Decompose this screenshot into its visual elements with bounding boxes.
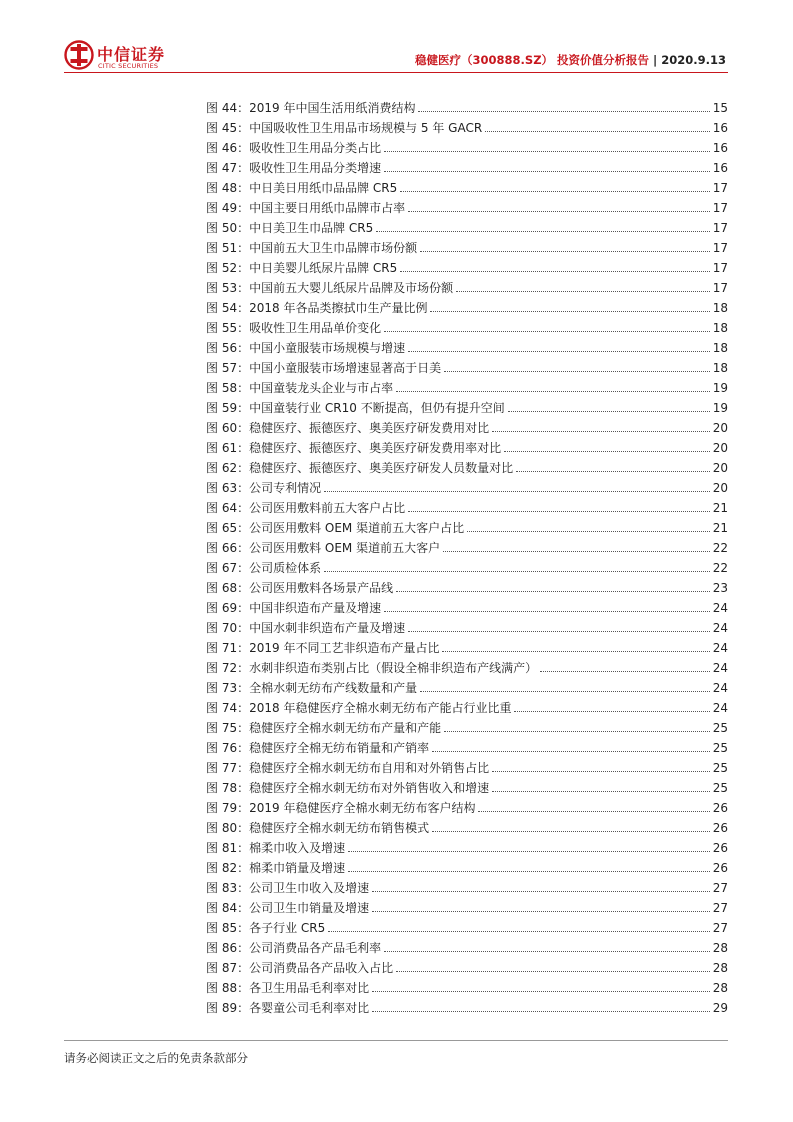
toc-entry-label: 图 56：中国小童服装市场规模与增速 (206, 341, 406, 355)
toc-entry[interactable] (206, 95, 728, 115)
toc-entry-label: 图 84：公司卫生巾销量及增速 (206, 901, 370, 915)
toc-entry-page: 16 (712, 141, 728, 155)
toc-entry-label: 图 55：吸收性卫生用品单价变化 (206, 321, 382, 335)
toc-entry[interactable] (206, 275, 728, 295)
toc-entry-label: 图 77：稳健医疗全棉水刺无纺布自用和对外销售占比 (206, 761, 490, 775)
toc-entry-page: 26 (712, 841, 728, 855)
toc-entry-label: 图 80：稳健医疗全棉水刺无纺布销售模式 (206, 821, 430, 835)
toc-entry-label: 图 48：中日美日用纸巾品品牌 CR5 (206, 181, 398, 195)
toc-entry-label: 图 89：各婴童公司毛利率对比 (206, 1001, 370, 1015)
toc-entry-label: 图 72：水刺非织造布类别占比（假设全棉非织造布产线满产） (206, 661, 538, 675)
toc-entry-label: 图 50：中日美卫生巾品牌 CR5 (206, 221, 374, 235)
toc-entry[interactable] (206, 775, 728, 795)
toc-dot-leader (492, 791, 710, 792)
toc-entry[interactable] (206, 875, 728, 895)
toc-dot-leader (443, 551, 710, 552)
toc-dot-leader (467, 531, 710, 532)
toc-entry[interactable] (206, 695, 728, 715)
citic-logo-icon (64, 40, 94, 70)
toc-entry-page: 19 (712, 381, 728, 395)
report-date: 2020.9.13 (661, 53, 726, 67)
toc-dot-leader (516, 471, 710, 472)
toc-entry[interactable] (206, 915, 728, 935)
toc-entry-page: 28 (712, 961, 728, 975)
toc-dot-leader (492, 771, 710, 772)
toc-dot-leader (485, 131, 710, 132)
toc-entry-label: 图 62：稳健医疗、振德医疗、奥美医疗研发人员数量对比 (206, 461, 514, 475)
toc-entry-page: 17 (712, 241, 728, 255)
toc-entry[interactable] (206, 735, 728, 755)
toc-entry-page: 23 (712, 581, 728, 595)
figure-list (206, 95, 728, 1015)
page-header (0, 0, 793, 80)
toc-dot-leader (372, 891, 710, 892)
toc-entry[interactable] (206, 215, 728, 235)
toc-entry-label: 图 82：棉柔巾销量及增速 (206, 861, 346, 875)
report-info (415, 52, 726, 68)
toc-dot-leader (408, 211, 710, 212)
disclaimer-notice: 请务必阅读正文之后的免责条款部分 (64, 1051, 248, 1065)
toc-entry[interactable] (206, 515, 728, 535)
toc-entry[interactable] (206, 795, 728, 815)
toc-entry-page: 16 (712, 121, 728, 135)
toc-dot-leader (372, 1011, 710, 1012)
toc-dot-leader (376, 231, 709, 232)
toc-dot-leader (420, 691, 710, 692)
toc-entry-label: 图 53：中国前五大婴儿纸尿片品牌及市场份额 (206, 281, 454, 295)
toc-dot-leader (432, 831, 710, 832)
toc-entry[interactable] (206, 835, 728, 855)
toc-entry-label: 图 45：中国吸收性卫生用品市场规模与 5 年 GACR (206, 121, 483, 135)
toc-entry-page: 24 (712, 661, 728, 675)
toc-dot-leader (396, 971, 710, 972)
toc-entry-page: 28 (712, 941, 728, 955)
toc-entry-label: 图 66：公司医用敷料 OEM 渠道前五大客户 (206, 541, 441, 555)
toc-dot-leader (400, 271, 709, 272)
toc-entry[interactable] (206, 615, 728, 635)
toc-dot-leader (540, 671, 710, 672)
toc-entry-page: 21 (712, 521, 728, 535)
toc-dot-leader (514, 711, 709, 712)
toc-entry-page: 21 (712, 501, 728, 515)
toc-entry[interactable] (206, 235, 728, 255)
toc-entry-page: 20 (712, 421, 728, 435)
toc-dot-leader (408, 351, 710, 352)
toc-entry[interactable] (206, 855, 728, 875)
header-divider (64, 72, 728, 73)
toc-entry[interactable] (206, 575, 728, 595)
toc-entry[interactable] (206, 295, 728, 315)
toc-entry-page: 15 (712, 101, 728, 115)
toc-dot-leader (420, 251, 710, 252)
toc-dot-leader (504, 451, 710, 452)
toc-entry-label: 图 52：中日美婴儿纸尿片品牌 CR5 (206, 261, 398, 275)
toc-entry[interactable] (206, 335, 728, 355)
toc-dot-leader (396, 391, 710, 392)
toc-dot-leader (372, 911, 710, 912)
toc-dot-leader (508, 411, 710, 412)
toc-entry-label: 图 49：中国主要日用纸巾品牌市占率 (206, 201, 406, 215)
toc-entry-label: 图 83：公司卫生巾收入及增速 (206, 881, 370, 895)
toc-dot-leader (396, 591, 710, 592)
toc-entry-page: 25 (712, 781, 728, 795)
toc-entry[interactable] (206, 355, 728, 375)
toc-entry-page: 24 (712, 601, 728, 615)
toc-entry[interactable] (206, 595, 728, 615)
toc-entry[interactable] (206, 755, 728, 775)
toc-entry-page: 20 (712, 481, 728, 495)
toc-dot-leader (478, 811, 709, 812)
toc-entry-page: 25 (712, 761, 728, 775)
toc-entry-page: 17 (712, 281, 728, 295)
toc-dot-leader (444, 731, 710, 732)
toc-dot-leader (328, 931, 709, 932)
toc-entry-page: 18 (712, 321, 728, 335)
toc-dot-leader (400, 191, 709, 192)
toc-entry-label: 图 79：2019 年稳健医疗全棉水刺无纺布客户结构 (206, 801, 476, 815)
toc-entry[interactable] (206, 815, 728, 835)
toc-entry[interactable] (206, 155, 728, 175)
toc-dot-leader (408, 631, 710, 632)
toc-dot-leader (456, 291, 710, 292)
toc-entry-label: 图 70：中国水刺非织造布产量及增速 (206, 621, 406, 635)
toc-entry[interactable] (206, 435, 728, 455)
toc-entry[interactable] (206, 495, 728, 515)
toc-entry-page: 27 (712, 921, 728, 935)
toc-dot-leader (430, 311, 709, 312)
toc-entry-label: 图 86：公司消费品各产品毛利率 (206, 941, 382, 955)
toc-entry-page: 16 (712, 161, 728, 175)
logo-english-name: CITIC SECURITIES (98, 62, 159, 70)
toc-entry-page: 28 (712, 981, 728, 995)
logo-chinese-name: 中信证券 (97, 45, 166, 64)
toc-entry-label: 图 54：2018 年各品类擦拭巾生产量比例 (206, 301, 428, 315)
toc-entry[interactable] (206, 535, 728, 555)
toc-entry-page: 26 (712, 821, 728, 835)
toc-entry-label: 图 85：各子行业 CR5 (206, 921, 326, 935)
toc-entry-label: 图 47：吸收性卫生用品分类增速 (206, 161, 382, 175)
toc-entry-label: 图 73：全棉水刺无纺布产线数量和产量 (206, 681, 418, 695)
toc-dot-leader (408, 511, 710, 512)
toc-entry-page: 24 (712, 621, 728, 635)
toc-entry-label: 图 81：棉柔巾收入及增速 (206, 841, 346, 855)
toc-entry-label: 图 58：中国童装龙头企业与市占率 (206, 381, 394, 395)
toc-entry-label: 图 74：2018 年稳健医疗全棉水刺无纺布产能占行业比重 (206, 701, 512, 715)
toc-entry[interactable] (206, 375, 728, 395)
toc-dot-leader (372, 991, 710, 992)
toc-entry[interactable] (206, 175, 728, 195)
toc-dot-leader (348, 851, 710, 852)
toc-entry-label: 图 67：公司质检体系 (206, 561, 322, 575)
toc-dot-leader (384, 611, 710, 612)
toc-entry[interactable] (206, 315, 728, 335)
toc-entry-label: 图 57：中国小童服装市场增速显著高于日美 (206, 361, 442, 375)
toc-entry-label: 图 88：各卫生用品毛利率对比 (206, 981, 370, 995)
toc-entry[interactable] (206, 715, 728, 735)
toc-entry-page: 22 (712, 561, 728, 575)
toc-entry-label: 图 60：稳健医疗、振德医疗、奥美医疗研发费用对比 (206, 421, 490, 435)
toc-entry-page: 17 (712, 221, 728, 235)
toc-entry-page: 27 (712, 901, 728, 915)
toc-entry-label: 图 59：中国童装行业 CR10 不断提高，但仍有提升空间 (206, 401, 505, 415)
toc-entry[interactable] (206, 555, 728, 575)
toc-entry[interactable] (206, 195, 728, 215)
toc-entry[interactable] (206, 455, 728, 475)
toc-entry-page: 19 (712, 401, 728, 415)
toc-entry[interactable] (206, 995, 728, 1015)
toc-entry-page: 24 (712, 701, 728, 715)
toc-entry-page: 17 (712, 261, 728, 275)
toc-entry[interactable] (206, 395, 728, 415)
toc-dot-leader (324, 491, 710, 492)
toc-dot-leader (444, 371, 710, 372)
toc-entry-page: 20 (712, 461, 728, 475)
toc-dot-leader (384, 151, 710, 152)
toc-entry-page: 29 (712, 1001, 728, 1015)
toc-dot-leader (492, 431, 710, 432)
toc-entry-page: 17 (712, 181, 728, 195)
toc-entry-label: 图 65：公司医用敷料 OEM 渠道前五大客户占比 (206, 521, 465, 535)
toc-entry-label: 图 71：2019 年不同工艺非织造布产量占比 (206, 641, 440, 655)
citic-securities-logo (64, 40, 184, 74)
toc-entry[interactable] (206, 255, 728, 275)
toc-entry[interactable] (206, 935, 728, 955)
toc-entry[interactable] (206, 975, 728, 995)
toc-entry[interactable] (206, 675, 728, 695)
toc-entry[interactable] (206, 415, 728, 435)
toc-entry-page: 26 (712, 801, 728, 815)
toc-entry-page: 25 (712, 741, 728, 755)
toc-entry-page: 17 (712, 201, 728, 215)
toc-entry[interactable] (206, 955, 728, 975)
toc-entry-label: 图 61：稳健医疗、振德医疗、奥美医疗研发费用率对比 (206, 441, 502, 455)
toc-entry-page: 22 (712, 541, 728, 555)
toc-entry[interactable] (206, 475, 728, 495)
toc-entry-page: 26 (712, 861, 728, 875)
toc-dot-leader (348, 871, 710, 872)
toc-entry-page: 25 (712, 721, 728, 735)
toc-entry-label: 图 68：公司医用敷料各场景产品线 (206, 581, 394, 595)
toc-entry-label: 图 44：2019 年中国生活用纸消费结构 (206, 101, 416, 115)
toc-dot-leader (432, 751, 710, 752)
toc-entry-page: 27 (712, 881, 728, 895)
toc-dot-leader (418, 111, 709, 112)
toc-dot-leader (384, 171, 710, 172)
header-separator: | (653, 53, 658, 67)
toc-entry-label: 图 46：吸收性卫生用品分类占比 (206, 141, 382, 155)
toc-entry-page: 18 (712, 361, 728, 375)
toc-entry-page: 18 (712, 341, 728, 355)
toc-entry-page: 20 (712, 441, 728, 455)
toc-entry-label: 图 78：稳健医疗全棉水刺无纺布对外销售收入和增速 (206, 781, 490, 795)
footer-divider (64, 1040, 728, 1041)
toc-entry-label: 图 63：公司专利情况 (206, 481, 322, 495)
toc-entry-label: 图 87：公司消费品各产品收入占比 (206, 961, 394, 975)
toc-dot-leader (442, 651, 709, 652)
toc-entry[interactable] (206, 135, 728, 155)
toc-dot-leader (384, 331, 710, 332)
toc-dot-leader (324, 571, 710, 572)
toc-entry[interactable] (206, 895, 728, 915)
toc-entry-label: 图 75：稳健医疗全棉水刺无纺布产量和产能 (206, 721, 442, 735)
toc-entry-label: 图 76：稳健医疗全棉无纺布销量和产销率 (206, 741, 430, 755)
toc-entry[interactable] (206, 655, 728, 675)
toc-entry-page: 18 (712, 301, 728, 315)
report-title: 稳健医疗（300888.SZ） 投资价值分析报告 (415, 53, 650, 67)
toc-entry[interactable] (206, 635, 728, 655)
toc-entry-page: 24 (712, 641, 728, 655)
toc-dot-leader (384, 951, 710, 952)
toc-entry-label: 图 64：公司医用敷料前五大客户占比 (206, 501, 406, 515)
toc-entry[interactable] (206, 115, 728, 135)
toc-entry-page: 24 (712, 681, 728, 695)
toc-entry-label: 图 51：中国前五大卫生巾品牌市场份额 (206, 241, 418, 255)
toc-entry-label: 图 69：中国非织造布产量及增速 (206, 601, 382, 615)
